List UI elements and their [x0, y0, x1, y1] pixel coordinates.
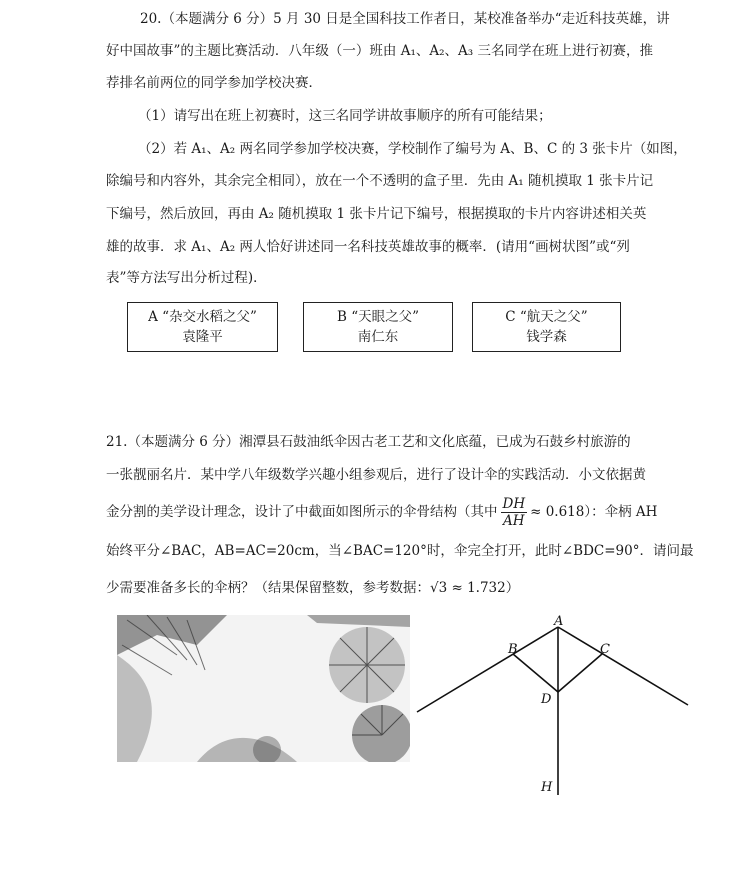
q20-line-8: 雄的故事．求 A₁、A₂ 两人恰好讲述同一名科技英雄故事的概率．(请用“画树状图”或“列	[106, 239, 630, 255]
card-c-title: C “航天之父”	[505, 309, 588, 325]
q20-line-9: 表”等方法写出分析过程)．	[106, 270, 267, 286]
q20-line-6: 除编号和内容外，其余完全相同），放在一个不透明的盒子里．先由 A₁ 随机摸取 1 张卡片记	[106, 173, 654, 189]
label-A: A	[554, 614, 564, 629]
q20-line-2: 好中国故事”的主题比赛活动．八年级（一）班由 A₁、A₂、A₃ 三名同学在班上进行初赛，推	[106, 43, 653, 59]
fraction-numerator: DH	[502, 496, 526, 512]
fraction-denominator: AH	[503, 513, 525, 529]
q21-line-5	[106, 578, 519, 598]
q20-line-5: （2）若 A₁、A₂ 两名同学参加学校决赛，学校制作了编号为 A、B、C 的 3 张卡片（如图，	[138, 141, 687, 157]
strut-BD	[513, 654, 558, 692]
rib-right	[558, 627, 688, 705]
label-C: C	[600, 642, 610, 657]
strut-CD	[558, 654, 602, 692]
card-a-name: 袁隆平	[182, 329, 223, 345]
card-c-name: 钱学森	[526, 329, 567, 345]
sqrt3-value: √3 ≈ 1.732	[430, 580, 506, 596]
q21-line-4: 始终平分∠BAC，AB=AC=20cm，当∠BAC=120°时，伞完全打开，此时∠BDC=90°．请问最	[106, 543, 694, 559]
card-a	[127, 302, 278, 352]
q20-line-1: 20.（本题满分 6 分）5 月 30 日是全国科技工作者日，某校准备举办“走近科技英雄，讲	[140, 11, 670, 27]
q21-line-1: 21.（本题满分 6 分）湘潭县石鼓油纸伞因古老工艺和文化底蕴，已成为石鼓乡村旅游的	[106, 434, 631, 450]
label-B: B	[508, 642, 518, 657]
q20-line-3: 荐排名前两位的同学参加学校决赛．	[106, 75, 322, 91]
q20-line-4: （1）请写出在班上初赛时，这三名同学讲故事顺序的所有可能结果；	[138, 108, 552, 124]
umbrella-geometry-figure	[410, 605, 695, 809]
label-D: D	[541, 692, 552, 707]
card-a-title: A “杂交水稻之父”	[148, 309, 257, 325]
golden-ratio-fraction	[501, 496, 528, 529]
q21-line-5-pre: 少需要准备多长的伞柄？（结果保留整数，参考数据：	[106, 580, 430, 596]
umbrella-photo	[117, 615, 410, 762]
q20-line-7: 下编号，然后放回，再由 A₂ 随机摸取 1 张卡片记下编号，根据摸取的卡片内容讲述相关英	[106, 206, 647, 222]
label-H: H	[541, 780, 553, 795]
q21-line-2: 一张靓丽名片．某中学八年级数学兴趣小组参观后，进行了设计伞的实践活动．小文依据黄	[106, 467, 646, 483]
rib-left	[417, 627, 558, 712]
card-b	[303, 302, 453, 352]
q21-line-3-pre: 金分割的美学设计理念，设计了中截面如图所示的伞骨结构（其中	[106, 504, 498, 520]
q21-line-5-post: ）	[505, 580, 520, 596]
card-c	[472, 302, 621, 352]
umbrella-photo-drawing	[117, 615, 410, 762]
card-b-name: 南仁东	[357, 329, 399, 345]
card-b-title: B “天眼之父”	[336, 309, 419, 325]
q21-line-3-post: ≈ 0.618）：伞柄 AH	[530, 504, 658, 520]
q21-line-3	[106, 494, 657, 530]
